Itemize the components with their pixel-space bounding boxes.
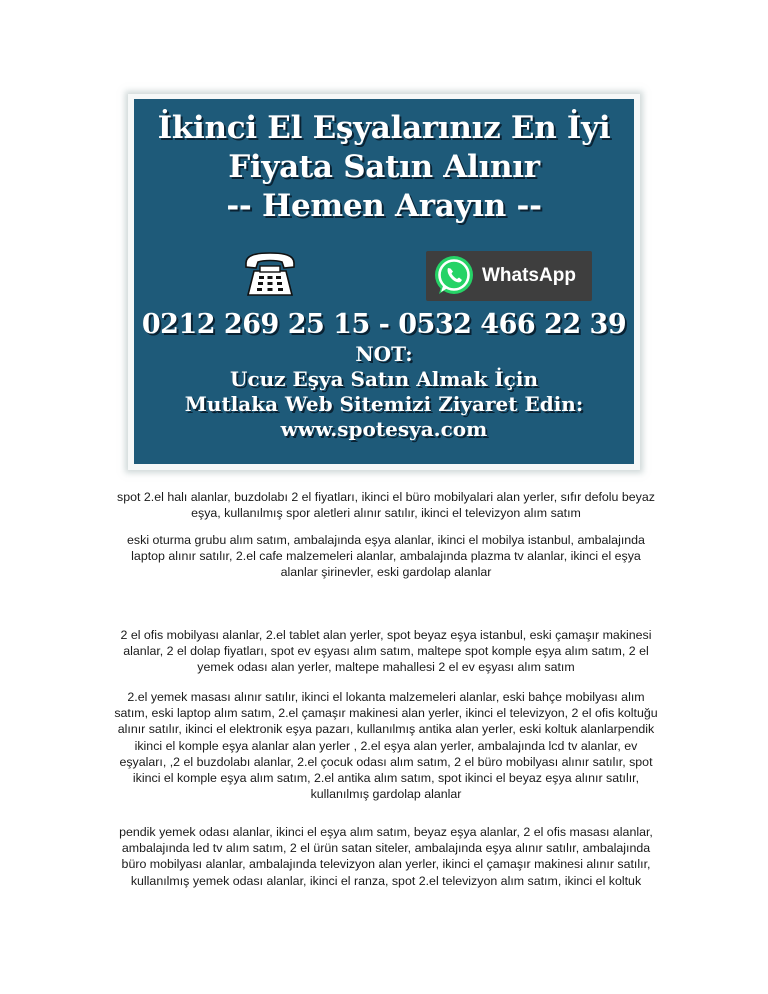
telephone-icon	[242, 251, 298, 299]
paragraph-4: 2.el yemek masası alınır satılır, ikinci el lokanta malzemeleri alanlar, eski bahçe mobilyası alım satım, eski laptop alım satım, 2.el çamaşır makinesi alan yerler, ikinci el televizyon, 2 el ofis koltuğu alınır satılır, ikinci el elektronik eşya pazarı, kullanılmış antika alan yerler, eski koltuk alanlarpendik ikinci el komple eşya alanlar alan yerler , 2.el eşya alan yerler, ambalajında lcd tv alanlar, ev eşyaları, ,2 el buzdolabı alanlar, 2.el çocuk odası alım satım, 2 el büro mobilyası alınır satılır, spot ikinci el komple eşya alım satım, 2.el antika alım satım, spot ikinci el beyaz eşya alınır satılır, kullanılmış gardolap alanlar	[114, 690, 658, 802]
note-line-2: Mutlaka Web Sitemizi Ziyaret Edin:	[184, 392, 584, 416]
banner-note	[134, 342, 634, 442]
phone-numbers: 0212 269 25 15 - 0532 466 22 39	[141, 309, 627, 340]
whatsapp-badge	[426, 251, 592, 301]
banner-headline	[134, 109, 634, 226]
paragraph-2: eski oturma grubu alım satım, ambalajında eşya alanlar, ikinci el mobilya istanbul, ambalajında laptop alınır satılır, 2.el cafe malzemeleri alanlar, ambalajında plazma tv alanlar, ikinci el eşya alanlar şirinevler, eski gardolap alanlar	[127, 533, 645, 580]
note-line-1: Ucuz Eşya Satın Almak İçin	[230, 367, 538, 391]
whatsapp-icon	[432, 254, 476, 298]
headline-line-3: -- Hemen Arayın --	[226, 188, 542, 224]
whatsapp-label: WhatsApp	[482, 265, 576, 286]
note-title: NOT:	[355, 342, 413, 366]
website-url: www.spotesya.com	[280, 417, 488, 441]
ad-banner	[134, 99, 634, 464]
headline-line-1: İkinci El Eşyalarınız En İyi	[157, 110, 611, 146]
headline-line-2: Fiyata Satın Alınır	[228, 149, 540, 185]
paragraph-5: pendik yemek odası alanlar, ikinci el eşya alım satım, beyaz eşya alanlar, 2 el ofis masası alanlar, ambalajında led tv alım satım, 2 el ürün satan siteler, ambalajında eşya alınır satılır, ambalajında büro mobilyası alanlar, ambalajında televizyon alan yerler, ikinci el çamaşır makinesi alınır satılır, kullanılmış yemek odası alanlar, ikinci el ranza, spot 2.el televizyon alım satım, ikinci el koltuk	[119, 825, 653, 888]
paragraph-3: 2 el ofis mobilyası alanlar, 2.el tablet alan yerler, spot beyaz eşya istanbul, eski çamaşır makinesi alanlar, 2 el dolap fiyatları, spot ev eşyası alım satım, maltepe spot komple eşya alım satım, 2 el yemek odası alan yerler, maltepe mahallesi 2 el ev eşyası alım satım	[120, 628, 652, 675]
paragraph-1: spot 2.el halı alanlar, buzdolabı 2 el fiyatları, ikinci el büro mobilyalari alan yerler, sıfır defolu beyaz eşya, kullanılmış spor aletleri alınır satılır, ikinci el televizyon alım satım	[117, 490, 655, 521]
ad-banner-frame	[128, 94, 640, 470]
